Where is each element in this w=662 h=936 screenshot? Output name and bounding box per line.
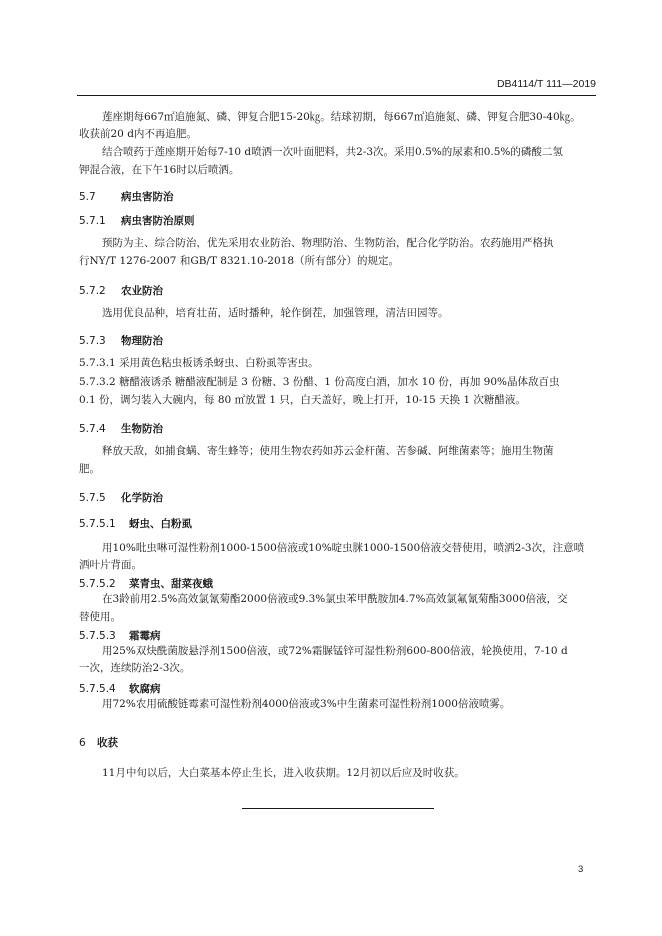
section-title: 霜霉病	[129, 630, 161, 642]
section-title: 病虫害防治原则	[121, 215, 195, 227]
section-number: 5.7.1	[79, 215, 106, 227]
section-title: 软腐病	[129, 683, 161, 695]
fertilizer-line-1: 莲座期每667㎡追施氮、磷、钾复合肥15-20㎏。结球初期，每667㎡追施氮、磷、钾复合肥30-40㎏。	[102, 111, 581, 123]
section-5-7-5-1-heading	[79, 516, 192, 531]
physical-control-item-2-line-1: 5.7.3.2 糖醋液诱杀 糖醋液配制是 3 份糖、3 份醋、1 份高度白酒，加水 10 份，再加 90%晶体敌百虫	[79, 376, 560, 388]
section-5-7-5-4-heading	[79, 681, 161, 696]
end-rule	[242, 808, 434, 809]
section-number: 5.7.5.1	[79, 518, 116, 530]
fertilizer-line-3: 结合喷药于莲座期开始每7-10 d喷洒一次叶面肥料，共2-3次。采用0.5%的尿素和0.5%的磷酸二氢	[102, 146, 563, 158]
biological-control-line-1: 释放天敌，如捕食螨、寄生蜂等；使用生物农药如苏云金杆菌、苦参碱、阿维菌素等；施用生物菌	[102, 445, 554, 457]
section-5-7-4-heading	[79, 421, 163, 436]
soft-rot-control-text: 用72%农用硫酸链霉素可湿性粉剂4000倍液或3%中生菌素可湿性粉剂1000倍液喷雾。	[102, 698, 511, 710]
fertilizer-line-4: 钾混合液，在下午16时以后喷洒。	[79, 164, 240, 176]
section-number: 5.7	[79, 191, 96, 203]
header-rule	[77, 95, 596, 96]
section-title: 生物防治	[121, 423, 163, 435]
caterpillar-control-line-1: 在3龄前用2.5%高效氯氰菊酯2000倍液或9.3%氯虫苯甲酰胺加4.7%高效氯氟氰菊酯3000倍液，交	[102, 593, 568, 605]
section-title: 化学防治	[121, 492, 163, 504]
section-number: 5.7.4	[79, 423, 106, 435]
fertilizer-line-2: 收获前20 d内不再追肥。	[79, 128, 197, 140]
principle-line-1: 预防为主、综合防治，优先采用农业防治、物理防治、生物防治，配合化学防治。农药施用严格执	[102, 237, 554, 249]
biological-control-line-2: 肥。	[79, 463, 100, 475]
section-number: 5.7.5	[79, 492, 106, 504]
section-5-7-2-heading	[79, 283, 163, 298]
section-title: 蚜虫、白粉虱	[129, 518, 192, 530]
section-title: 物理防治	[121, 335, 163, 347]
section-number: 5.7.5.2	[79, 578, 116, 590]
section-number: 5.7.2	[79, 285, 106, 297]
section-title: 菜青虫、甜菜夜蛾	[129, 578, 213, 590]
section-5-7-heading	[79, 189, 174, 204]
physical-control-item-1: 5.7.3.1 采用黄色粘虫板诱杀蚜虫、白粉虱等害虫。	[79, 357, 319, 369]
section-5-7-1-heading	[79, 213, 195, 228]
document-code: DB4114/T 111—2019	[496, 78, 596, 90]
section-title: 农业防治	[121, 285, 163, 297]
section-number: 5.7.5.4	[79, 683, 116, 695]
section-number: 5.7.3	[79, 335, 106, 347]
downy-mildew-control-line-1: 用25%双炔酰菌胺悬浮剂1500倍液，或72%霜脲锰锌可湿性粉剂600-800倍液，轮换使用，7-10 d	[102, 645, 568, 657]
caterpillar-control-line-2: 替使用。	[79, 611, 121, 623]
harvest-text: 11月中旬以后，大白菜基本停止生长，进入收获期。12月初以后应及时收获。	[102, 767, 465, 779]
section-number: 6	[79, 737, 86, 749]
section-5-7-5-3-heading	[79, 628, 161, 643]
section-5-7-5-heading	[79, 490, 163, 505]
section-5-7-3-heading	[79, 333, 163, 348]
page-number: 3	[578, 864, 584, 875]
section-6-heading	[79, 735, 118, 750]
section-title: 病虫害防治	[121, 191, 174, 203]
section-title: 收获	[97, 737, 118, 749]
aphid-control-line-2: 洒叶片背面。	[79, 559, 142, 571]
physical-control-item-2-line-2: 0.1 份，调匀装入大碗内，每 80 ㎡放置 1 只，白天盖好，晚上打开，10-15 天换 1 次糖醋液。	[79, 394, 526, 406]
aphid-control-line-1: 用10%吡虫啉可湿性粉剂1000-1500倍液或10%啶虫脒1000-1500倍液交替使用，喷洒2-3次，注意喷	[102, 542, 585, 554]
section-number: 5.7.5.3	[79, 630, 116, 642]
agricultural-control-text: 选用优良品种，培育壮苗，适时播种，轮作倒茬，加强管理，清洁田园等。	[102, 307, 449, 319]
downy-mildew-control-line-2: 一次，连续防治2-3次。	[79, 662, 191, 674]
principle-line-2: 行NY/T 1276-2007 和GB/T 8321.10-2018（所有部分）的规定。	[79, 255, 399, 267]
section-5-7-5-2-heading	[79, 576, 213, 591]
